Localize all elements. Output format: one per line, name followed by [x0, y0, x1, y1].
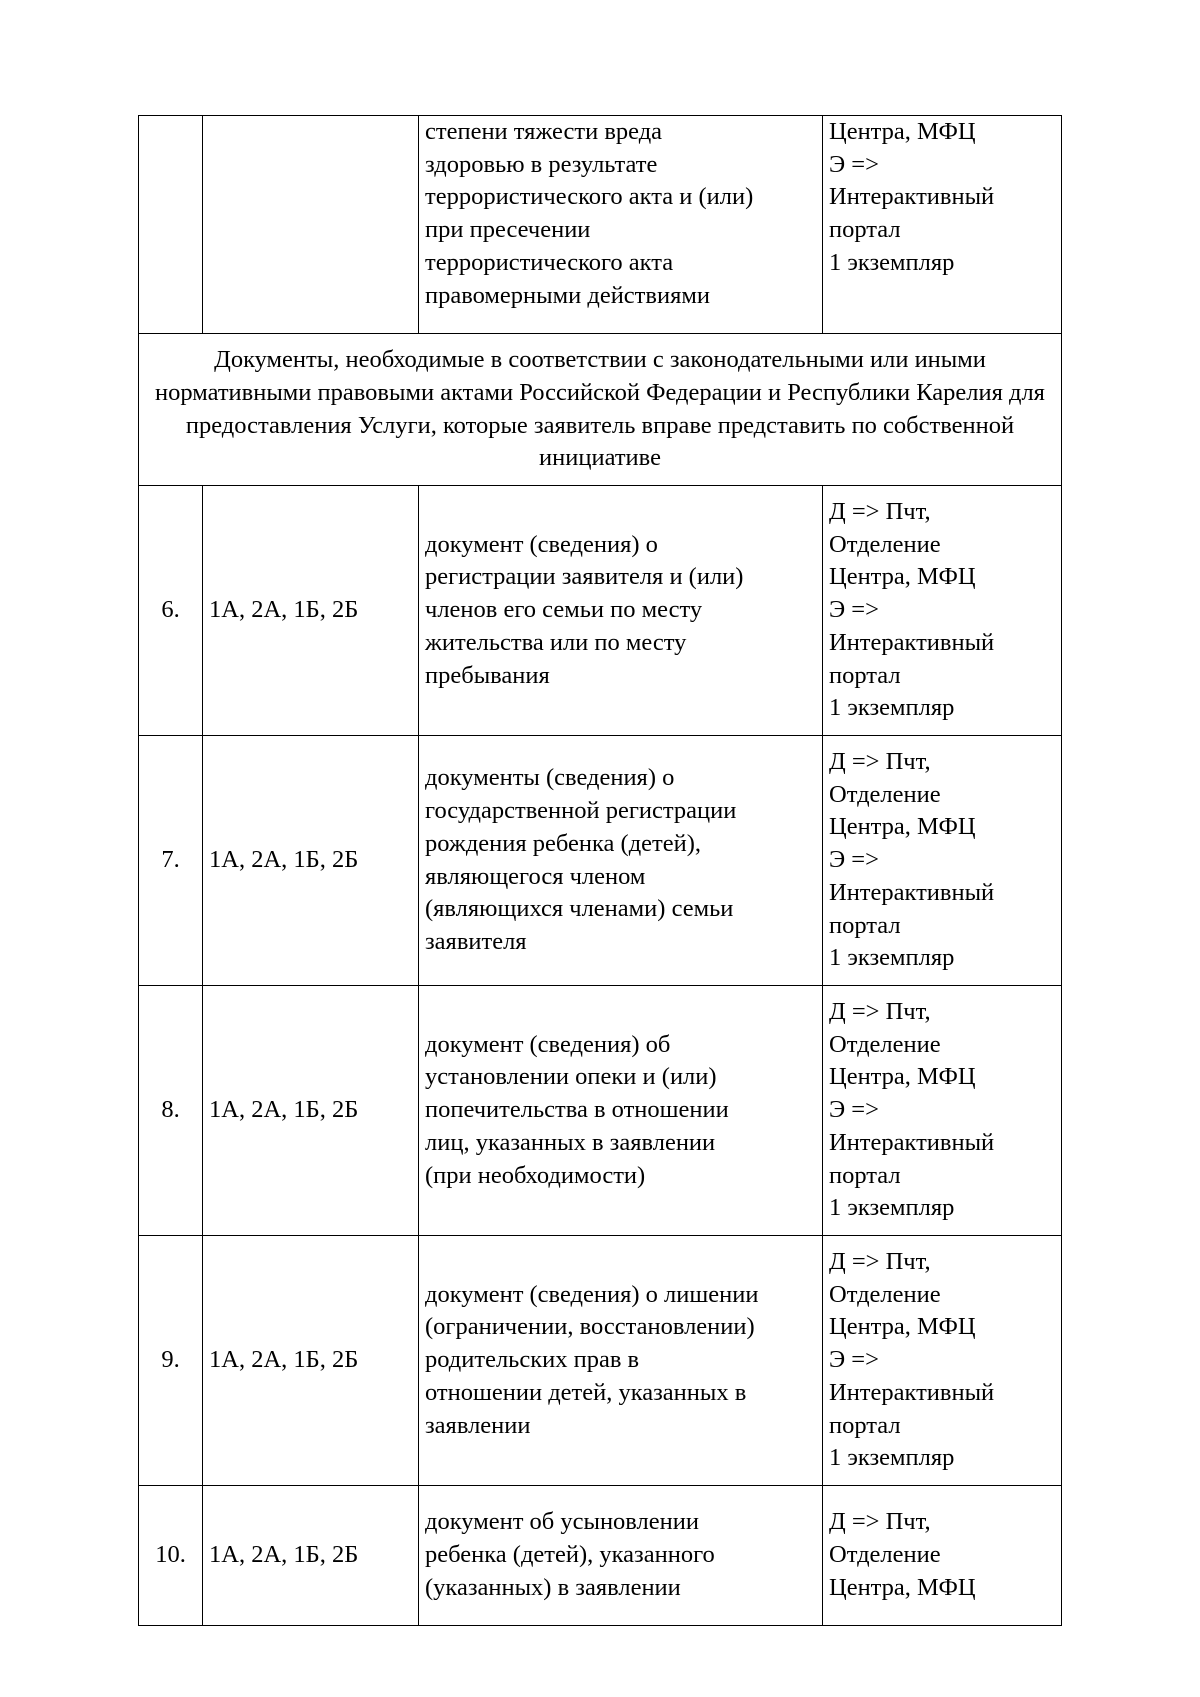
row-number [139, 116, 203, 334]
row-submission-text: Д => Пчт, Отделение Центра, МФЦ Э => Интерактивный портал 1 экземпляр [829, 998, 995, 1222]
row-submission-text: Центра, МФЦ Э => Интерактивный портал 1 экземпляр [829, 118, 995, 276]
row-categories: 1А, 2А, 1Б, 2Б [203, 486, 419, 736]
row-submission-text: Д => Пчт, Отделение Центра, МФЦ [829, 1508, 976, 1601]
row-number: 7. [139, 736, 203, 986]
row-categories: 1А, 2А, 1Б, 2Б [203, 1236, 419, 1486]
row-submission [823, 736, 1062, 986]
row-categories: 1А, 2А, 1Б, 2Б [203, 736, 419, 986]
row-number: 10. [139, 1486, 203, 1626]
section-header-row [139, 334, 1062, 486]
row-document [419, 1486, 823, 1626]
row-document-text: документы (сведения) о государственной регистрации рождения ребенка (детей), являющегося членом (являющихся членами) семьи заявителя [425, 764, 737, 955]
row-submission [823, 1486, 1062, 1626]
row-submission [823, 1236, 1062, 1486]
row-categories: 1А, 2А, 1Б, 2Б [203, 986, 419, 1236]
row-document [419, 986, 823, 1236]
row-document [419, 486, 823, 736]
row-document [419, 116, 823, 334]
row-document-text: документ (сведения) о регистрации заявителя и (или) членов его семьи по месту жительства или по месту пребывания [425, 530, 744, 689]
documents-table [138, 115, 1062, 1626]
row-number: 6. [139, 486, 203, 736]
row-submission [823, 986, 1062, 1236]
row-submission [823, 116, 1062, 334]
row-document [419, 1236, 823, 1486]
row-document [419, 736, 823, 986]
row-number: 8. [139, 986, 203, 1236]
table-row [139, 736, 1062, 986]
table-row [139, 986, 1062, 1236]
row-document-text: документ об усыновлении ребенка (детей), указанного (указанных) в заявлении [425, 1508, 715, 1601]
row-categories [203, 116, 419, 334]
table-row-continuation [139, 116, 1062, 334]
table-row [139, 1236, 1062, 1486]
row-document-text: степени тяжести вреда здоровью в результате террористического акта и (или) при пресечении террористического акта правомерными действиями [425, 118, 754, 309]
row-submission-text: Д => Пчт, Отделение Центра, МФЦ Э => Интерактивный портал 1 экземпляр [829, 748, 995, 972]
row-document-text: документ (сведения) о лишении (ограничении, восстановлении) родительских прав в отношении детей, указанных в заявлении [425, 1280, 759, 1439]
row-submission [823, 486, 1062, 736]
section-header: Документы, необходимые в соответствии с законодательными или иными нормативными правовыми актами Российской Федерации и Республики Карелия для предоставления Услуги, которые заявитель вправе представить по собственной инициативе [139, 334, 1062, 486]
row-submission-text: Д => Пчт, Отделение Центра, МФЦ Э => Интерактивный портал 1 экземпляр [829, 498, 995, 722]
row-document-text: документ (сведения) об установлении опеки и (или) попечительства в отношении лиц, указанных в заявлении (при необходимости) [425, 1030, 729, 1189]
row-categories: 1А, 2А, 1Б, 2Б [203, 1486, 419, 1626]
row-submission-text: Д => Пчт, Отделение Центра, МФЦ Э => Интерактивный портал 1 экземпляр [829, 1248, 995, 1472]
table-row [139, 1486, 1062, 1626]
table-row [139, 486, 1062, 736]
row-number: 9. [139, 1236, 203, 1486]
